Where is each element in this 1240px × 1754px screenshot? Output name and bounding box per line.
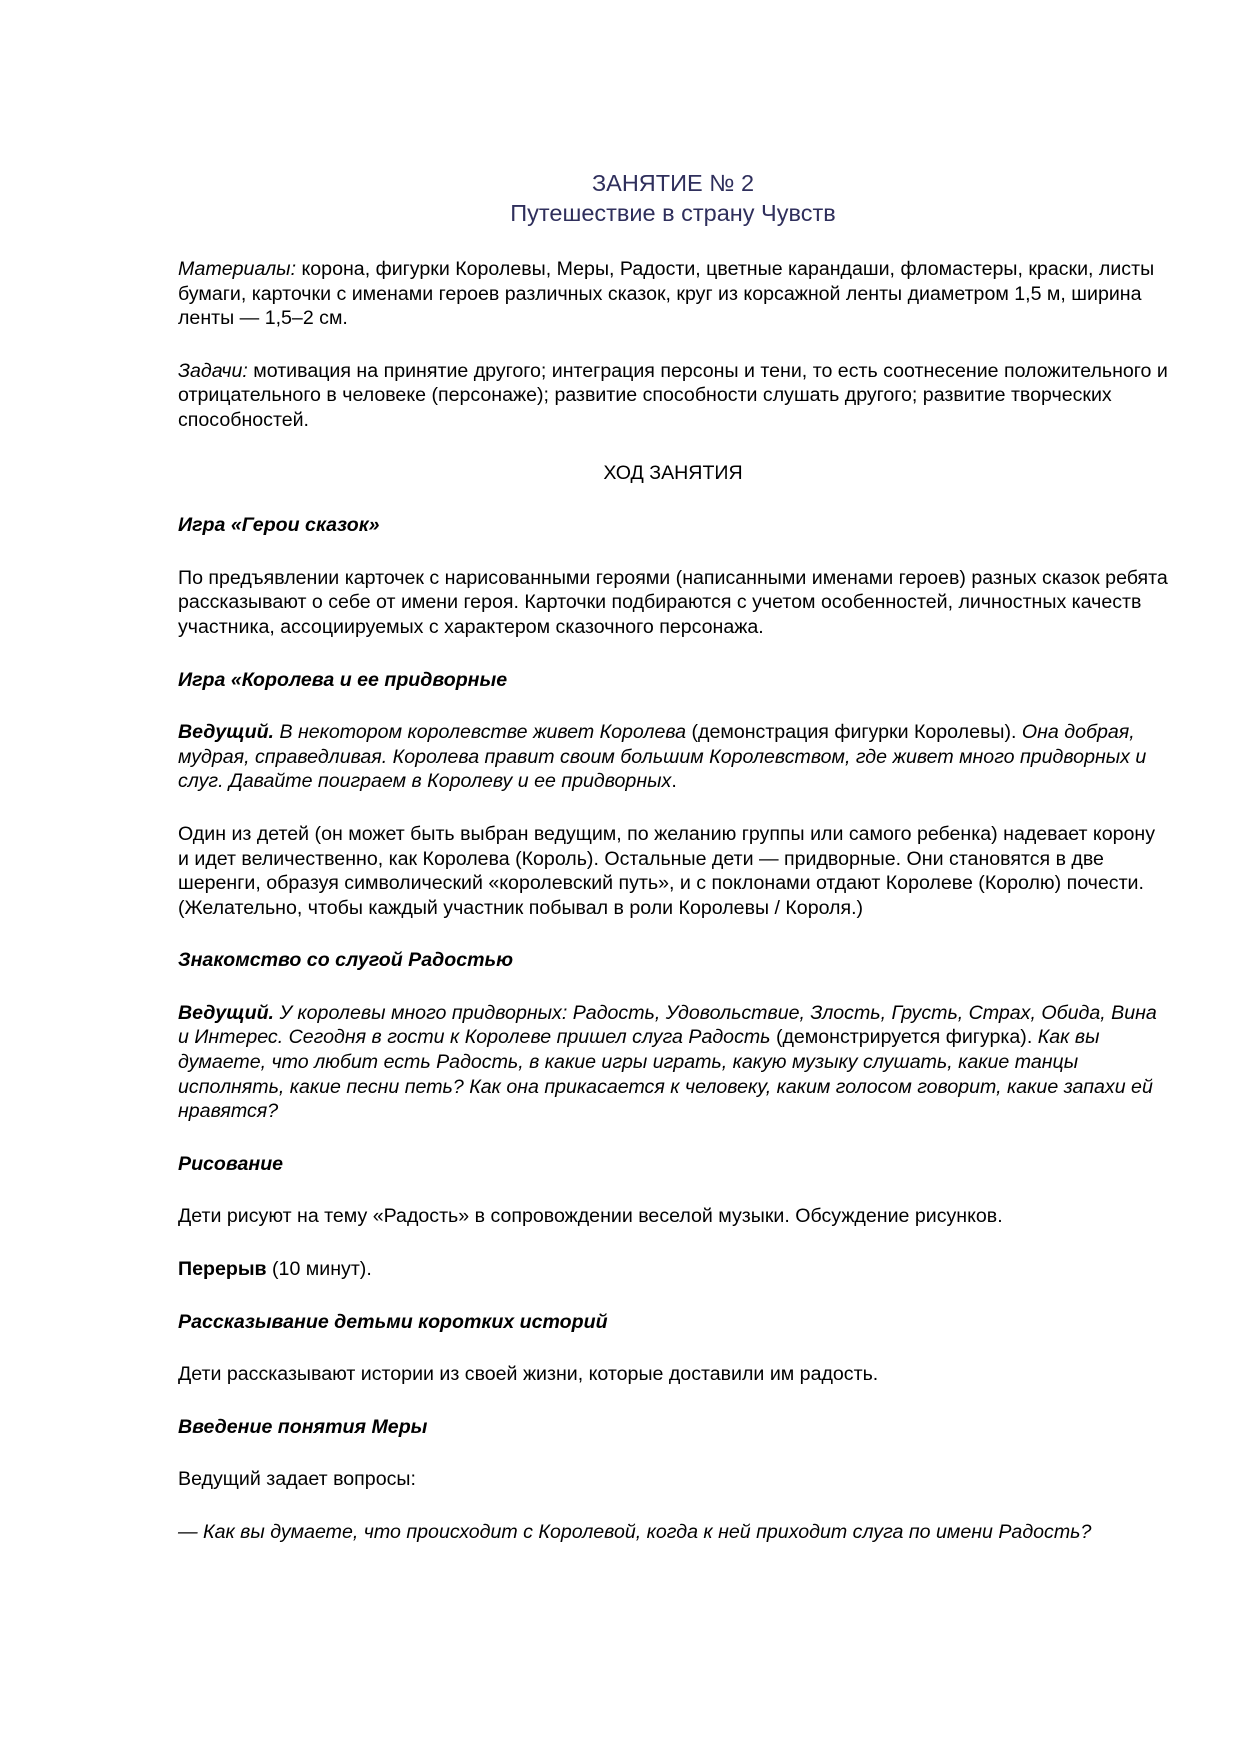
- game2-host-normal-2: .: [671, 770, 677, 793]
- materials-text: корона, фигурки Королевы, Меры, Радости, цветные карандаши, фломастеры, краски, листы бумаги, карточки с именами героев различных сказок, круг из корсажной ленты диаметром 1,5 м, ширина ленты — 1,5–2 см.: [178, 258, 1155, 330]
- game2-host-label: Ведущий.: [178, 721, 274, 744]
- page-title: ЗАНЯТИЕ № 2: [591, 170, 755, 196]
- game1-text: По предъявлении карточек с нарисованными героями (написанными именами героев) разных сказок ребята рассказывают о себе от имени героя. Карточки подбираются с учетом особенностей, личностных качеств участника, ассоциируемых с характером сказочного персонажа.: [178, 566, 1168, 638]
- joy-host-normal-1: (демонстрируется фигурка).: [770, 1026, 1033, 1049]
- document-body: [178, 168, 1168, 1573]
- measure-question-text: — Как вы думаете, что происходит с Королевой, когда к ней приходит слуга по имени Радость?: [178, 1521, 1092, 1543]
- game2-heading: Игра «Королева и ее придворные: [178, 668, 508, 691]
- measure-question: [178, 1520, 1168, 1545]
- joy-host-italic-1: У королевы много придворных: Радость, Удовольствие, Злость, Грусть, Страх, Обида, Вина и Интерес. Сегодня в гости к Королеве пришел слуга Радость: [178, 1001, 1157, 1049]
- joy-host-paragraph: [178, 1001, 1168, 1124]
- stories-heading: Рассказывание детьми коротких историй: [178, 1310, 608, 1333]
- measure-text: Ведущий задает вопросы:: [178, 1468, 416, 1491]
- joy-host-italic-2: Как вы думаете, что любит есть Радость, в какие игры играть, какую музыку слушать, какие танцы исполнять, какие песни петь? Как она прикасается к человеку, каким голосом говорит, какие запахи ей нравятся?: [178, 1026, 1153, 1123]
- game2-host-normal-1: (демонстрация фигурки Королевы).: [686, 721, 1017, 744]
- tasks-text: мотивация на принятие другого; интеграция персоны и тени, то есть соотнесение положительного и отрицательного в человеке (персонаже); развитие способности слушать другого; развитие творческих способностей.: [178, 359, 1168, 431]
- game1-heading: Игра «Герои сказок»: [178, 514, 380, 537]
- tasks-paragraph: [178, 359, 1168, 433]
- drawing-text: Дети рисуют на тему «Радость» в сопровождении веселой музыки. Обсуждение рисунков.: [178, 1205, 1003, 1228]
- drawing-heading: Рисование: [178, 1152, 284, 1175]
- break-paragraph: [178, 1257, 1168, 1282]
- tasks-label: Задачи:: [178, 359, 248, 382]
- game2-host-paragraph: [178, 720, 1168, 794]
- game2-host-italic-1: В некотором королевстве живет Королева: [274, 721, 687, 744]
- page-subtitle: Путешествие в страну Чувств: [510, 200, 836, 226]
- break-text: (10 минут).: [266, 1258, 372, 1281]
- materials-paragraph: [178, 257, 1168, 331]
- materials-label: Материалы:: [178, 258, 297, 280]
- course-heading: ХОД ЗАНЯТИЯ: [603, 461, 743, 484]
- game2-text: Один из детей (он может быть выбран ведущим, по желанию группы или самого ребенка) надевает корону и идет величественно, как Королева (Король). Остальные дети — придворные. Они становятся в две шеренги, образуя символический «королевский путь», и с поклонами отдают Королеве (Королю) почести. (Желательно, чтобы каждый участник побывал в роли Королевы / Короля.): [178, 822, 1156, 919]
- joy-heading: Знакомство со слугой Радостью: [178, 949, 514, 972]
- break-label: Перерыв: [178, 1258, 267, 1281]
- joy-host-label: Ведущий.: [178, 1001, 274, 1024]
- measure-heading: Введение понятия Меры: [178, 1415, 428, 1438]
- game2-host-italic-2: Она добрая, мудрая, справедливая. Королева правит своим большим Королевством, где живет много придворных и слуг. Давайте поиграем в Королеву и ее придворных: [178, 721, 1147, 793]
- stories-text: Дети рассказывают истории из своей жизни, которые доставили им радость.: [178, 1363, 879, 1386]
